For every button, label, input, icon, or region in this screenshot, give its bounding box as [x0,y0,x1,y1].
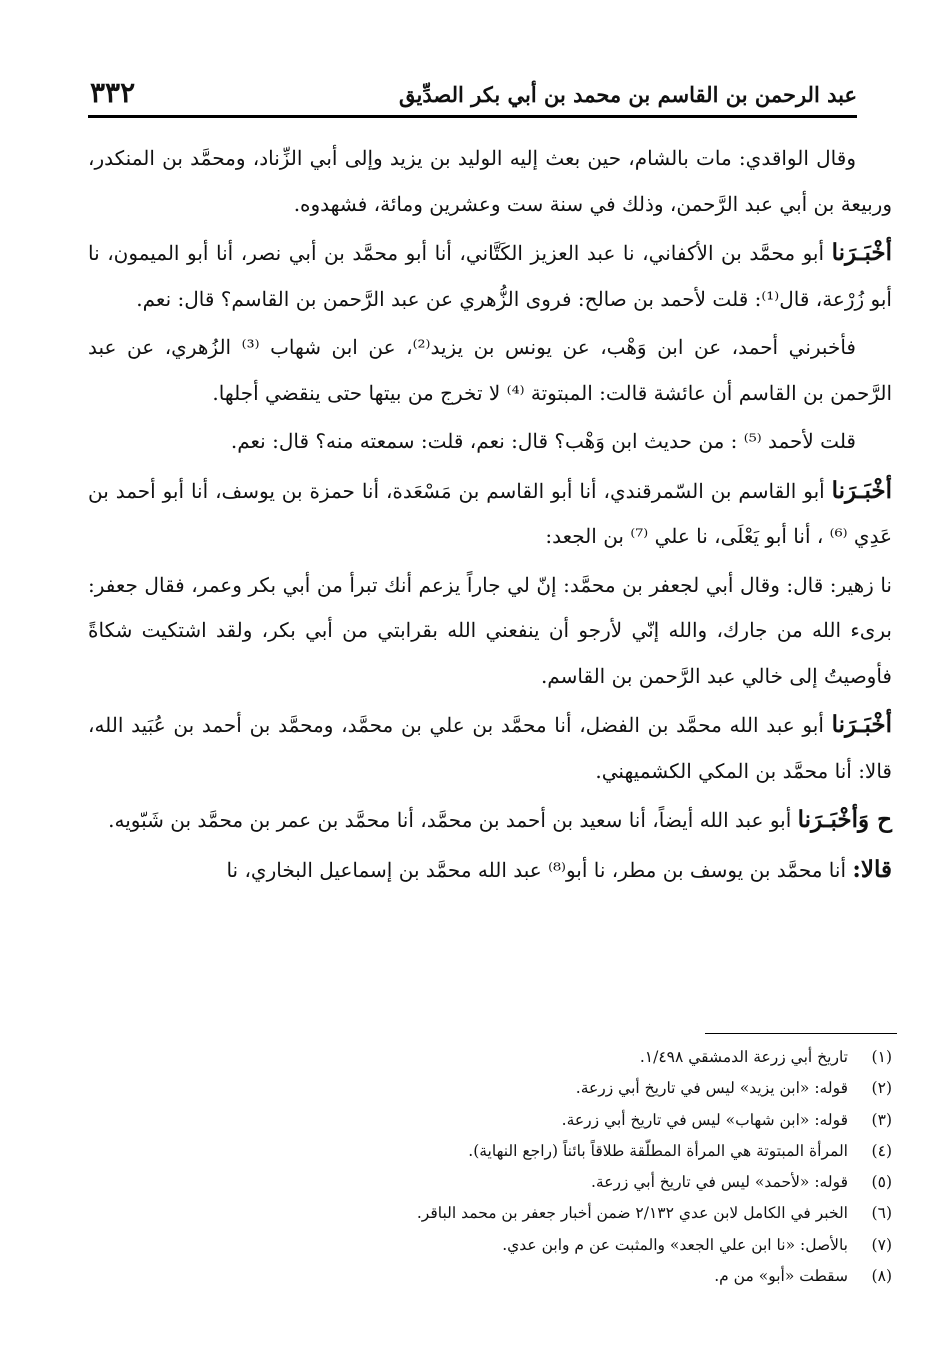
paragraph-4 [88,419,892,465]
paragraph-1 [88,136,892,227]
footnote-text: قوله: «لأحمد» ليس في تاريخ أبي زرعة. [590,1173,848,1192]
footnote-3 [150,1105,892,1136]
footnote-text: المرأة المبتوتة هي المرأة المطلّقة طلاقاً بائناً (راجع النهاية). [468,1141,848,1160]
isnad-lead: قالا: [852,855,892,883]
isnad-lead: ح وَأخْبَـرَنا [797,806,892,833]
footnote-text: قوله: «ابن شهاب» ليس في تاريخ أبي زرعة. [561,1110,848,1129]
footnote-number: (٨) [871,1267,892,1286]
paragraph-9 [88,847,892,894]
footnote-separator [705,1033,897,1034]
paragraph-text: قلت لأحمد ⁽⁵⁾ : من حديث ابن وَهْب؟ قال: نعم، قلت: سمعته منه؟ قال: نعم. [230,429,856,453]
footnote-2 [150,1073,892,1104]
footnote-8 [150,1261,892,1292]
footnote-text: سقطت «أبو» من م. [714,1267,848,1286]
isnad-lead: أخْبَـرَنا [831,239,892,266]
footnote-text: بالأصل: «نا ابن علي الجعد» والمثبت عن م وابن عدي. [502,1235,848,1254]
paragraph-text: فأخبرني أحمد، عن ابن وَهْب، عن يونس بن يزيد⁽²⁾، عن ابن شهاب ⁽³⁾ الزُهري، عن عبد الرَّحمن بن القاسم أن عائشة قالت: المبتوتة ⁽⁴⁾ لا تخرج من بيتها حتى ينقضي أجلها. [88,335,892,405]
paragraph-text: أبو القاسم بن السّمرقندي، أنا أبو القاسم بن مَسْعَدة، أنا حمزة بن يوسف، أنا أبو أحمد بن عَدِي ⁽⁶⁾ ، أنا أبو يَعْلَى، نا علي ⁽⁷⁾ بن الجعد: [88,478,892,548]
paragraph-7 [88,702,892,794]
paragraph-2 [88,230,892,322]
footnote-text: قوله: «ابن يزيد» ليس في تاريخ أبي زرعة. [575,1079,848,1098]
paragraph-text: وقال الواقدي: مات بالشام، حين بعث إليه الوليد بن يزيد وإلى أبي الزِّناد، ومحمَّد بن المنكدر، وربيعة بن أبي عبد الرَّحمن، وذلك في سنة ست وعشرين ومائة، فشهدوه. [88,146,892,216]
footnote-4 [150,1136,892,1167]
paragraph-text: أنا محمَّد بن يوسف بن مطر، نا أبو⁽⁸⁾ عبد الله محمَّد بن إسماعيل البخاري، نا [226,857,853,882]
paragraph-text: أبو محمَّد بن الأكفاني، نا عبد العزيز الكَتَّاني، أنا أبو محمَّد بن أبي نصر، أنا أبو الميمون، نا أبو زُرْعة، قال⁽¹⁾: قلت لأحمد بن صالح: فروى الزُّهري عن عبد الرَّحمن بن القاسم؟ قال: نعم. [88,241,892,311]
footnote-5 [150,1167,892,1198]
footnote-6 [150,1198,892,1229]
paragraph-5 [88,468,892,560]
header-rule [88,115,857,118]
footnote-1 [150,1042,892,1073]
paragraph-3 [88,325,892,416]
isnad-lead: أخْبَـرَنا [831,476,892,504]
page-number: ٣٣٢ [90,76,136,109]
page-header [90,74,857,116]
isnad-lead: أخْبَـرَنا [831,711,892,738]
paragraph-text: نا زهير: قال: وقال أبي لجعفر بن محمَّد: إنّ لي جاراً يزعم أنك تبرأ من أبي بكر وعمر، فقال جعفر: برىء الله من جارك، والله إنّي لأرجو أن ينفعني الله بقرابتي من أبي بكر، ولقد اشتكيت شكاةً فأوصيتُ إلى خالي عبد الرَّحمن بن القاسم. [88,572,892,688]
footnote-number: (٤) [871,1141,892,1160]
footnote-number: (٢) [871,1079,892,1098]
main-text [88,136,892,896]
paragraph-8 [88,797,892,844]
footnote-7 [150,1230,892,1261]
footnote-text: تاريخ أبي زرعة الدمشقي ١/٤٩٨. [639,1048,848,1066]
footnote-text: الخبر في الكامل لابن عدي ٢/١٣٢ ضمن أخبار جعفر بن محمد الباقر. [416,1204,848,1223]
footnote-number: (٥) [871,1173,892,1192]
footnote-number: (١) [871,1048,892,1066]
footnotes [150,1042,892,1292]
footnote-number: (٧) [871,1235,892,1254]
footnote-number: (٣) [871,1110,892,1129]
paragraph-text: أبو عبد الله أيضاً، أنا سعيد بن أحمد بن محمَّد، أنا محمَّد بن عمر بن محمَّد بن شَبّويه. [108,808,798,832]
paragraph-text: أبو عبد الله محمَّد بن الفضل، أنا محمَّد بن علي بن محمَّد، ومحمَّد بن أحمد بن عُبَيد الله، قالا: أنا محمَّد بن المكي الكشميهني. [88,713,892,783]
running-title: عبد الرحمن بن القاسم بن محمد بن أبي بكر الصدِّيق [399,82,857,107]
paragraph-6 [88,563,892,700]
footnote-number: (٦) [871,1204,892,1223]
